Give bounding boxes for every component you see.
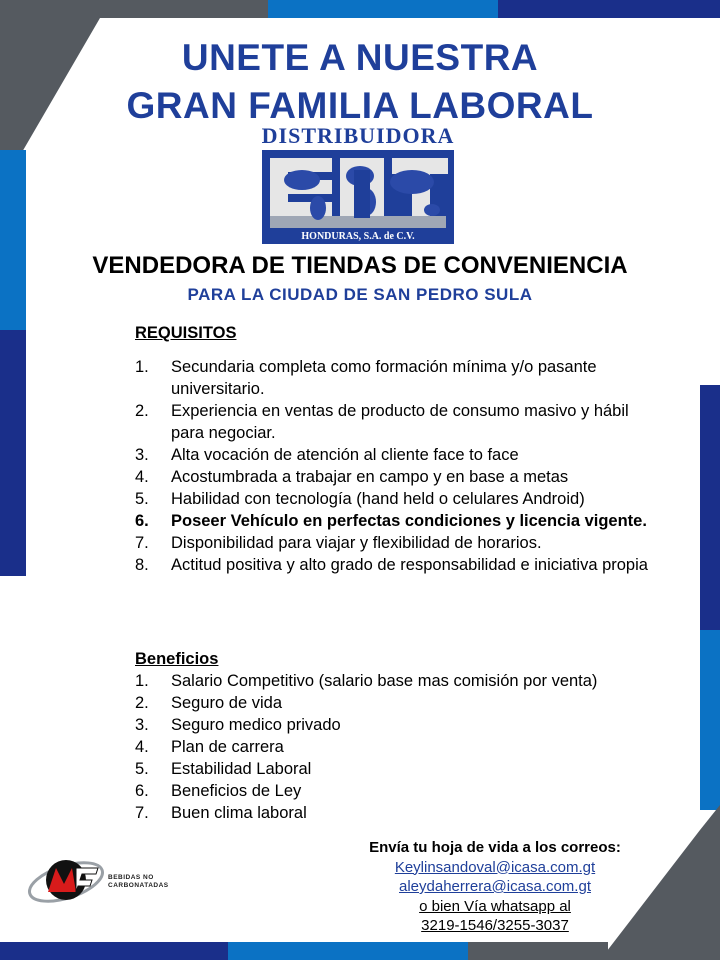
requirement-item [135, 554, 655, 576]
list-number: 6. [135, 512, 149, 530]
list-number: 4. [135, 468, 149, 486]
requirement-item [135, 400, 655, 444]
requirement-item [135, 356, 655, 400]
benefit-item [135, 802, 655, 824]
list-number: 4. [135, 738, 149, 756]
mf-swoosh-icon [26, 852, 108, 908]
benefit-item [135, 670, 655, 692]
requirements-list [135, 356, 655, 576]
list-number: 6. [135, 782, 149, 800]
headline-line-1: UNETE A NUESTRA [181, 37, 539, 78]
requirement-text: Disponibilidad para viajar y flexibilidad de horarios. [171, 534, 542, 552]
list-number: 7. [135, 534, 149, 552]
requirements-section [135, 322, 655, 576]
benefit-item [135, 758, 655, 780]
frame-bottom-blue [228, 942, 468, 960]
benefit-text: Estabilidad Laboral [171, 760, 312, 778]
list-number: 1. [135, 672, 149, 690]
requirement-text: Alta vocación de atención al cliente face to face [171, 446, 519, 464]
frame-top-navy [498, 0, 720, 18]
company-logo [260, 124, 456, 248]
benefit-item [135, 714, 655, 736]
job-title: VENDEDORA DE TIENDAS DE CONVENIENCIA [92, 252, 628, 279]
benefit-text: Buen clima laboral [171, 804, 307, 822]
requirement-item [135, 444, 655, 466]
requirement-text: Experiencia en ventas de producto de consumo masivo y hábil para negociar. [171, 402, 629, 442]
list-number: 3. [135, 716, 149, 734]
requirement-item [135, 510, 655, 532]
frame-left-navy [0, 330, 26, 576]
requirement-text: Actitud positiva y alto grado de responsabilidad e iniciativa propia [171, 556, 648, 574]
benefit-text: Seguro medico privado [171, 716, 341, 734]
whatsapp-label: o bien Vía whatsapp al [419, 897, 571, 915]
job-location: PARA LA CIUDAD DE SAN PEDRO SULA [187, 285, 533, 304]
requirement-item [135, 488, 655, 510]
contact-title: Envía tu hoja de vida a los correos: [369, 839, 621, 856]
benefit-text: Plan de carrera [171, 738, 284, 756]
frame-bottom-navy-left [0, 942, 228, 960]
benefit-text: Salario Competitivo (salario base mas comisión por venta) [171, 672, 598, 690]
email-link-1[interactable]: Keylinsandoval@icasa.com.gt [394, 858, 596, 876]
list-number: 5. [135, 760, 149, 778]
benefit-item [135, 736, 655, 758]
benefits-section [135, 648, 655, 824]
email-link-2[interactable]: aleydaherrera@icasa.com.gt [399, 878, 591, 895]
list-number: 7. [135, 804, 149, 822]
requirement-text: Secundaria completa como formación mínima y/o pasante universitario. [171, 358, 597, 398]
list-number: 3. [135, 446, 149, 464]
frame-top-blue [268, 0, 498, 18]
list-number: 5. [135, 490, 149, 508]
list-number: 2. [135, 402, 149, 420]
contact-block [330, 838, 660, 936]
brand-tagline [108, 874, 169, 890]
headline-line-2: GRAN FAMILIA LABORAL [126, 85, 594, 126]
requirement-text: Acostumbrada a trabajar en campo y en base a metas [171, 468, 569, 486]
requirement-item [135, 532, 655, 554]
headline [0, 34, 720, 130]
benefit-item [135, 692, 655, 714]
benefits-list [135, 670, 655, 824]
frame-right-navy [700, 385, 720, 630]
list-number: 1. [135, 358, 149, 376]
frame-bottom-gray [468, 942, 608, 960]
list-number: 8. [135, 556, 149, 574]
requirements-heading: REQUISITOS [135, 324, 237, 342]
requirement-text: Habilidad con tecnología (hand held o celulares Android) [171, 490, 585, 508]
benefit-text: Beneficios de Ley [171, 782, 302, 800]
brand-logo [26, 852, 176, 908]
logo-top-text: DISTRIBUIDORA [261, 123, 455, 148]
requirement-item [135, 466, 655, 488]
benefits-heading: Beneficios [135, 650, 219, 668]
benefit-text: Seguro de vida [171, 694, 282, 712]
whatsapp-phones: 3219-1546/3255-3037 [421, 917, 569, 934]
requirement-text: Poseer Vehículo en perfectas condiciones y licencia vigente. [171, 512, 647, 530]
logo-bottom-text: HONDURAS, S.A. de C.V. [301, 231, 415, 242]
benefit-item [135, 780, 655, 802]
brand-tagline-line-2: CARBONATADAS [108, 882, 169, 889]
list-number: 2. [135, 694, 149, 712]
brand-tagline-line-1: BEBIDAS NO [108, 874, 154, 881]
frame-right-blue [700, 630, 720, 810]
